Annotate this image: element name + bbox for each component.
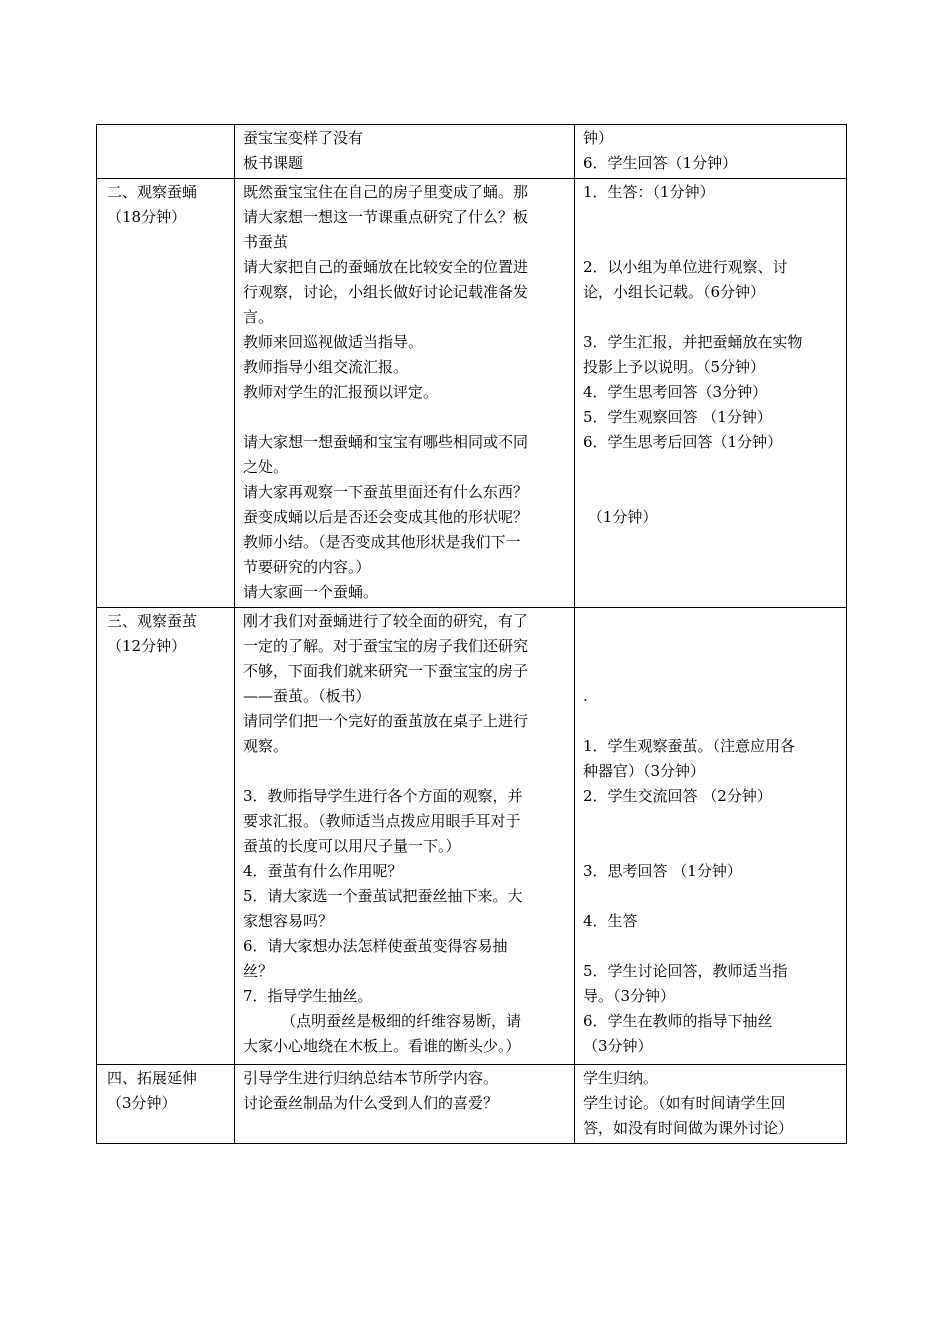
student-text-line: 1．学生观察蚕茧。（注意应用各 [583, 737, 796, 755]
teacher-text-line: 之处。 [243, 458, 289, 476]
stage-cell [97, 1065, 235, 1144]
student-text-line: 答，如没有时间做为课外讨论） [583, 1119, 794, 1137]
teacher-text-line: 请大家再观察一下蚕茧里面还有什么东西？ [243, 483, 529, 501]
teacher-text-line: 不够，下面我们就来研究一下蚕宝宝的房子 [243, 662, 529, 680]
teacher-text-line: 观察。 [243, 737, 289, 755]
teacher-text-line: 请大家想一想这一节课重点研究了什么？板 [243, 208, 529, 226]
teacher-text-line: 6．请大家想办法怎样使蚕茧变得容易抽 [243, 937, 508, 955]
teacher-text-line: 引导学生进行归纳总结本节所学内容。 [243, 1069, 499, 1087]
teacher-text-line: 蚕茧的长度可以用尺子量一下。） [243, 837, 461, 855]
student-text-line [583, 305, 840, 330]
teacher-text-line: 节要研究的内容。） [243, 558, 371, 576]
teacher-text-line: 言。 [243, 308, 274, 326]
student-text-line [583, 480, 840, 505]
table-row [97, 125, 847, 179]
teacher-cell [235, 608, 575, 1065]
lesson-plan-table [96, 124, 847, 1144]
teacher-text-line: 蚕变成蛹以后是否还会变成其他的形状呢？ [243, 508, 529, 526]
teacher-text-line [243, 405, 568, 430]
teacher-text-line [243, 759, 568, 784]
teacher-text-line: 要求汇报。（教师适当点拨应用眼手耳对于 [243, 812, 521, 830]
student-text-line: 3．学生汇报，并把蚕蛹放在实物 [583, 333, 803, 351]
teacher-text-line: 蚕宝宝变样了没有 [243, 129, 364, 147]
student-text-line: 6．学生在教师的指导下抽丝 [583, 1012, 773, 1030]
student-text-line: （3分钟） [583, 1037, 653, 1055]
table-row [97, 608, 847, 1065]
table-row [97, 179, 847, 608]
student-text-line: 2．以小组为单位进行观察、讨 [583, 258, 788, 276]
student-text-line [583, 230, 840, 255]
student-text-line: . [583, 687, 588, 705]
student-text-line: 3．思考回答 （1分钟） [583, 862, 742, 880]
student-text-line [583, 205, 840, 230]
teacher-text-line: 请大家想一想蚕蛹和宝宝有哪些相同或不同 [243, 433, 529, 451]
stage-text-line: 二、观察蚕蛹 [107, 183, 198, 201]
teacher-text-line: 教师指导小组交流汇报。 [243, 358, 409, 376]
student-text-line: 6．学生回答（1分钟） [583, 154, 738, 172]
teacher-text-line: 行观察，讨论，小组长做好讨论记载准备发 [243, 283, 529, 301]
student-text-line [583, 709, 840, 734]
student-text-line [583, 884, 840, 909]
teacher-text-line: ——蚕茧。（板书） [243, 687, 371, 705]
teacher-text-line: 家想容易吗？ [243, 912, 334, 930]
student-text-line [583, 934, 840, 959]
teacher-text-line: 7．指导学生抽丝。 [243, 987, 373, 1005]
student-text-line [583, 809, 840, 834]
teacher-text-line: 教师小结。（是否变成其他形状是我们下一 [243, 533, 521, 551]
student-cell [575, 179, 847, 608]
student-text-line: 2．学生交流回答 （2分钟） [583, 787, 772, 805]
stage-text-line: （12分钟） [107, 637, 187, 655]
student-cell [575, 125, 847, 179]
teacher-text-line: 3．教师指导学生进行各个方面的观察，并 [243, 787, 523, 805]
student-text-line [583, 659, 840, 684]
teacher-cell [235, 1065, 575, 1144]
stage-cell [97, 608, 235, 1065]
teacher-text-line: 请大家把自己的蚕蛹放在比较安全的位置进 [243, 258, 529, 276]
teacher-text-line: 书蚕茧 [243, 233, 289, 251]
student-text-line: 论，小组长记载。（6分钟） [583, 283, 766, 301]
stage-cell [97, 125, 235, 179]
student-text-line: 5．学生讨论回答，教师适当指 [583, 962, 788, 980]
teacher-text-line: 既然蚕宝宝住在自己的房子里变成了蛹。那 [243, 183, 529, 201]
student-text-line: 学生讨论。（如有时间请学生回 [583, 1094, 786, 1112]
student-cell [575, 608, 847, 1065]
student-text-line: 1．生答：（1分钟） [583, 183, 715, 201]
teacher-text-line: 请同学们把一个完好的蚕茧放在桌子上进行 [243, 712, 529, 730]
teacher-text-line: 教师对学生的汇报预以评定。 [243, 383, 439, 401]
teacher-text-line: 请大家画一个蚕蛹。 [243, 583, 379, 601]
stage-text-line: （18分钟） [107, 208, 187, 226]
student-text-line: 种器官）（3分钟） [583, 762, 706, 780]
teacher-text-line: 大家小心地绕在木板上。看谁的断头少。） [243, 1037, 521, 1055]
teacher-text-line: 刚才我们对蚕蛹进行了较全面的研究，有了 [243, 612, 529, 630]
student-text-line [583, 455, 840, 480]
student-text-line: （1分钟） [583, 508, 658, 526]
teacher-cell [235, 179, 575, 608]
teacher-text-line: 4．蚕茧有什么作用呢？ [243, 862, 403, 880]
student-text-line: 4．生答 [583, 912, 638, 930]
student-text-line [583, 834, 840, 859]
table-row [97, 1065, 847, 1144]
student-text-line: 4．学生思考回答（3分钟） [583, 383, 768, 401]
student-text-line [583, 634, 840, 659]
student-text-line [583, 609, 840, 634]
stage-text-line: 四、拓展延伸 [107, 1069, 198, 1087]
student-cell [575, 1065, 847, 1144]
teacher-text-line: 5．请大家选一个蚕茧试把蚕丝抽下来。大 [243, 887, 523, 905]
teacher-text-line: 讨论蚕丝制品为什么受到人们的喜爱？ [243, 1094, 499, 1112]
teacher-cell [235, 125, 575, 179]
student-text-line: 投影上予以说明。（5分钟） [583, 358, 766, 376]
teacher-text-line: 丝？ [243, 962, 274, 980]
teacher-text-line: 教师来回巡视做适当指导。 [243, 333, 424, 351]
student-text-line: 导。（3分钟） [583, 987, 676, 1005]
stage-cell [97, 179, 235, 608]
student-text-line: 5．学生观察回答 （1分钟） [583, 408, 772, 426]
teacher-text-line: 板书课题 [243, 154, 304, 172]
student-text-line: 学生归纳。 [583, 1069, 659, 1087]
student-text-line: 6．学生思考后回答（1分钟） [583, 433, 783, 451]
teacher-text-line: 一定的了解。对于蚕宝宝的房子我们还研究 [243, 637, 529, 655]
student-text-line: 钟） [583, 129, 614, 147]
stage-text-line: （3分钟） [107, 1094, 177, 1112]
teacher-text-line: （点明蚕丝是极细的纤维容易断，请 [243, 1012, 522, 1030]
stage-text-line: 三、观察蚕茧 [107, 612, 198, 630]
